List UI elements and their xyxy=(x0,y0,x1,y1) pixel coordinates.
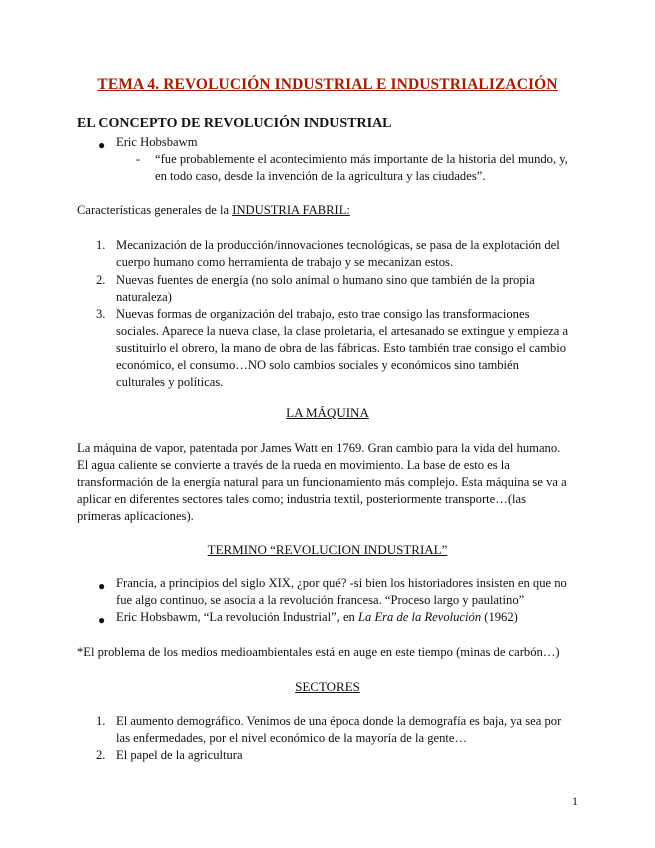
termino-line: Francia, a principios del siglo XIX, ¿por qué? -si bien los historiadores insisten en que no xyxy=(116,576,567,590)
maquina-line: El agua caliente se convierte a través de la rueda en movimiento. La base de esto es la xyxy=(77,458,510,472)
heading-la-maquina: LA MÁQUINA xyxy=(286,405,369,420)
list-item-line: naturaleza) xyxy=(116,290,172,304)
industria-fabril-term: INDUSTRIA FABRIL: xyxy=(232,203,350,217)
maquina-line: La máquina de vapor, patentada por James Watt en 1769. Gran cambio para la vida del humano. xyxy=(77,441,561,455)
list-item-line: El aumento demográfico. Venimos de una época donde la demografía es baja, ya sea por xyxy=(116,714,562,728)
bullet-icon: ● xyxy=(98,138,106,152)
list-item-line: culturales y políticas. xyxy=(116,375,224,389)
list-item-line: cuerpo humano como herramienta de trabajo y se mecanizan estos. xyxy=(116,255,454,269)
page-number: 1 xyxy=(572,794,578,808)
quote-line-1: “fue probablemente el acontecimiento más importante de la historia del mundo, y, xyxy=(155,152,568,166)
dash-marker: - xyxy=(136,152,141,166)
list-item-line: económico, el consumo…NO solo cambios sociales y económicos sino también xyxy=(116,358,519,372)
list-number: 1. xyxy=(96,238,106,252)
citation-prefix: Eric Hobsbawm, “La revolución Industrial”, en xyxy=(116,610,358,624)
list-number: 2. xyxy=(96,273,106,287)
author-line: Eric Hobsbawm xyxy=(116,135,198,149)
maquina-line: primeras aplicaciones). xyxy=(77,509,194,523)
termino-line: fue algo continuo, se asocia a la revolución francesa. “Proceso largo y paulatino” xyxy=(116,593,525,607)
list-item-line: sustituirlo el obrero, la mano de obra de las fábricas. Esto también trae consigo el cambio xyxy=(116,341,567,355)
nota-line: *El problema de los medios medioambientales está en auge en este tiempo (minas de carbón…) xyxy=(77,645,560,659)
caracteristicas-intro xyxy=(77,202,350,219)
book-title: La Era de la Revolución xyxy=(358,610,482,624)
list-item-line: Nuevas formas de organización del trabajo, esto trae consigo las transformaciones xyxy=(116,307,530,321)
bullet-icon: ● xyxy=(98,613,106,627)
list-number: 1. xyxy=(96,714,106,728)
maquina-line: aplicar en diferentes sectores tales como; industria textil, posteriormente transporte…(las xyxy=(77,492,527,506)
termino-line-hobsbawm xyxy=(116,609,518,626)
list-item-line: Nuevas fuentes de energía (no solo animal o humano sino que también de la propia xyxy=(116,273,535,287)
citation-year: (1962) xyxy=(481,610,518,624)
list-number: 3. xyxy=(96,307,106,321)
heading-termino: TERMINO “REVOLUCION INDUSTRIAL” xyxy=(207,542,448,557)
list-item-line: sociales. Aparece la nueva clase, la clase proletaria, el artesanado se extingue y empieza a xyxy=(116,324,569,338)
intro-text: Características generales de la xyxy=(77,203,233,217)
list-item-line: las enfermedades, por el nivel económico de la mayoría de la gente… xyxy=(116,731,468,745)
quote-line-2: en todo caso, desde la invención de la agricultura y las ciudades”. xyxy=(155,169,486,183)
list-item-line: El papel de la agricultura xyxy=(116,748,243,762)
document-title: TEMA 4. REVOLUCIÓN INDUSTRIAL E INDUSTRIALIZACIÓN xyxy=(97,76,558,93)
bullet-icon: ● xyxy=(98,579,106,593)
maquina-line: transformación de la energía natural para un funcionamiento más complejo. Esta máquina se va a xyxy=(77,475,567,489)
section-heading-concepto: EL CONCEPTO DE REVOLUCIÓN INDUSTRIAL xyxy=(77,116,392,131)
heading-sectores: SECTORES xyxy=(295,679,360,694)
list-item-line: Mecanización de la producción/innovaciones tecnológicas, se pasa de la explotación del xyxy=(116,238,560,252)
list-number: 2. xyxy=(96,748,106,762)
